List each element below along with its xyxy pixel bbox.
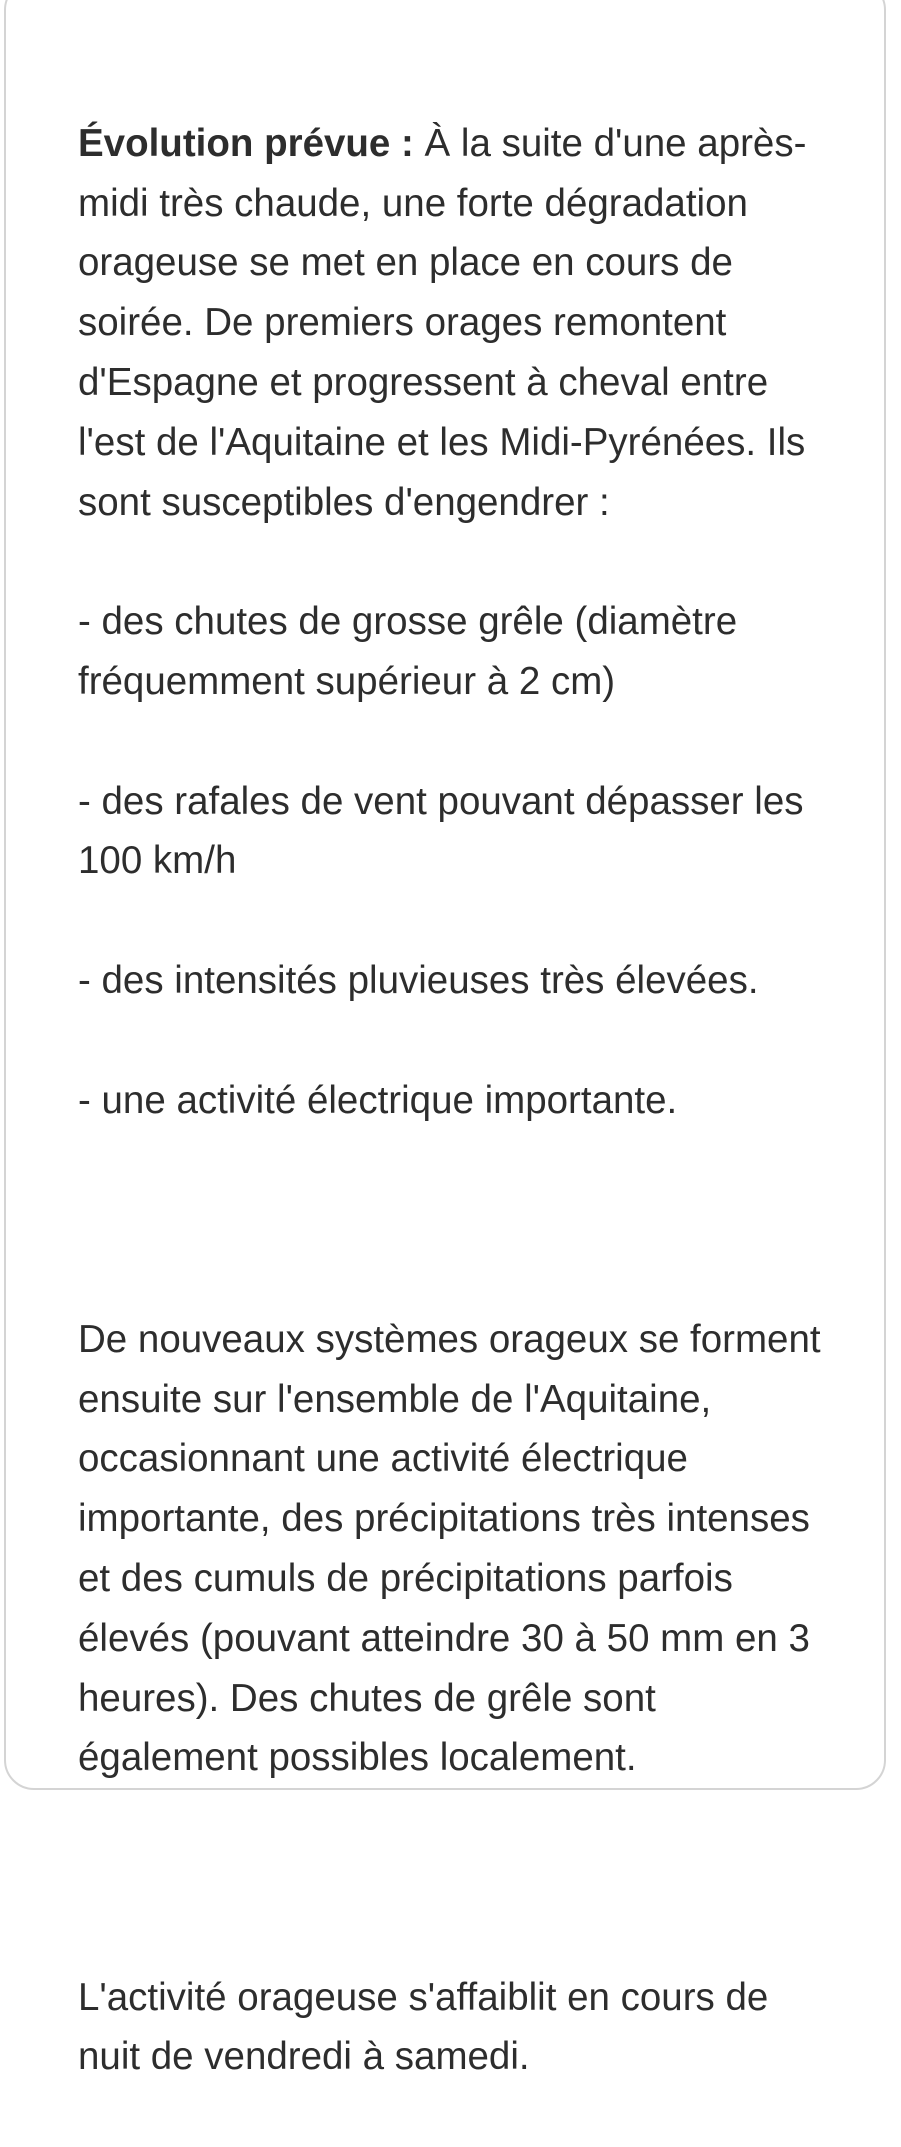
bullet-item: - des rafales de vent pouvant dépasser les 100 km/h xyxy=(78,779,804,883)
bullet-item: - des chutes de grosse grêle (diamètre fréquemment supérieur à 2 cm) xyxy=(78,600,738,703)
intro-paragraph xyxy=(78,114,838,533)
paragraph-spacer xyxy=(78,1190,838,1250)
paragraph-spacer xyxy=(78,1848,838,1908)
heading-label: Évolution prévue : xyxy=(78,121,414,165)
intro-text: À la suite d'une après-midi très chaude, une forte dégradation orageuse se met en place en cours de soirée. De premiers orages remontent d'Espagne et progressent à cheval entre l'est de l'Aquitaine et les Midi-Pyrénées. Ils sont susceptibles d'engendrer : xyxy=(78,121,807,524)
alert-content xyxy=(78,54,838,2147)
paragraph-3: L'activité orageuse s'affaiblit en cours de nuit de vendredi à samedi. xyxy=(78,1975,769,2079)
bullet-item: - une activité électrique importante. xyxy=(78,1078,678,1122)
bullet-item: - des intensités pluvieuses très élevées. xyxy=(78,958,759,1002)
paragraph-2: De nouveaux systèmes orageux se forment ensuite sur l'ensemble de l'Aquitaine, occasionnant une activité électrique importante, des précipitations très intenses et des cumuls de précipitations parfois élevés (pouvant atteindre 30 à 50 mm en 3 heures). Des chutes de grêle sont également possibles localement. xyxy=(78,1317,821,1780)
